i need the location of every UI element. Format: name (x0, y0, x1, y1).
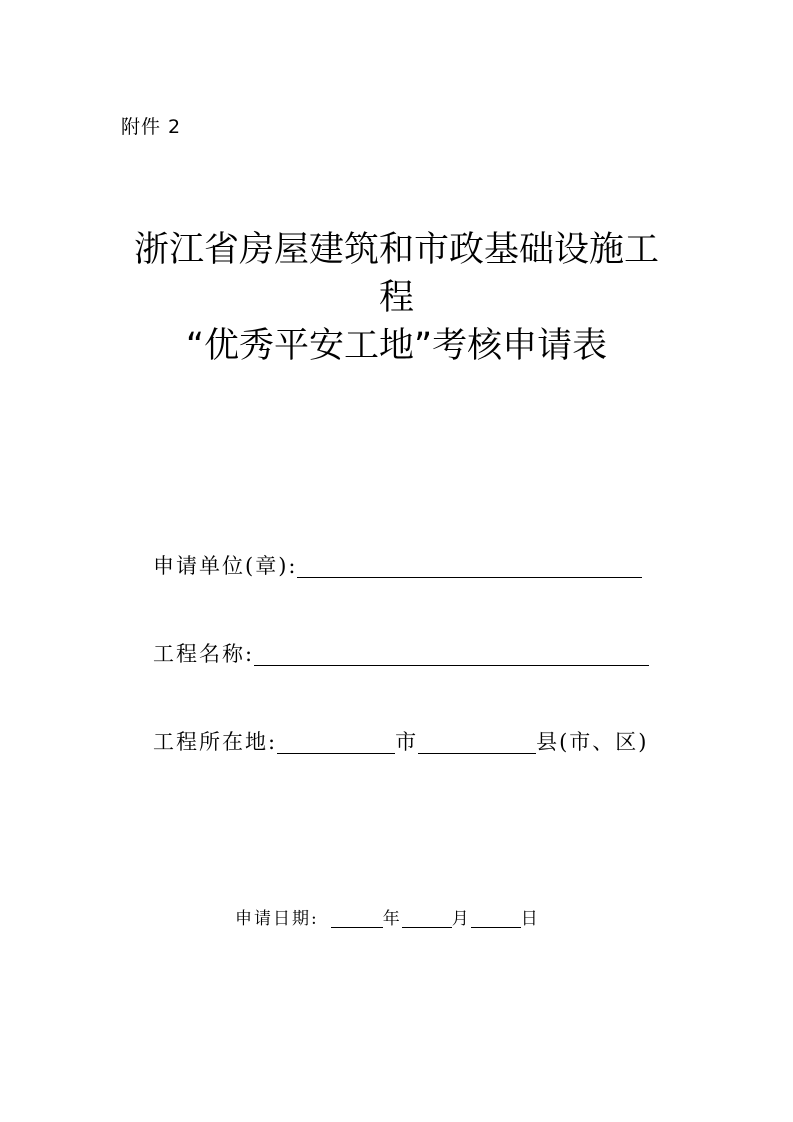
month-blank[interactable] (402, 909, 452, 928)
county-suffix: 县(市、区) (536, 730, 649, 754)
project-name-blank[interactable] (254, 643, 649, 666)
title-line-2: 程 (378, 278, 414, 318)
county-blank[interactable] (418, 731, 536, 754)
title-line-3: “优秀平安工地”考核申请表 (185, 326, 608, 366)
project-name-label: 工程名称: (153, 642, 255, 666)
applicant-row (153, 550, 642, 580)
location-row (153, 726, 648, 756)
year-suffix: 年 (382, 909, 402, 929)
application-date-row (235, 904, 540, 929)
document-title (60, 226, 733, 370)
city-blank[interactable] (277, 731, 395, 754)
project-name-row (153, 638, 649, 668)
city-suffix: 市 (395, 730, 419, 754)
day-suffix: 日 (520, 909, 540, 929)
location-label: 工程所在地: (153, 730, 278, 754)
title-line-1: 浙江省房屋建筑和市政基础设施工 (133, 230, 659, 270)
year-blank[interactable] (331, 909, 383, 928)
day-blank[interactable] (471, 909, 521, 928)
applicant-blank[interactable] (297, 555, 642, 578)
month-suffix: 月 (451, 909, 471, 929)
attachment-label: 附件 2 (121, 116, 182, 138)
date-label: 申请日期: (235, 909, 319, 929)
applicant-label: 申请单位(章): (153, 554, 298, 578)
